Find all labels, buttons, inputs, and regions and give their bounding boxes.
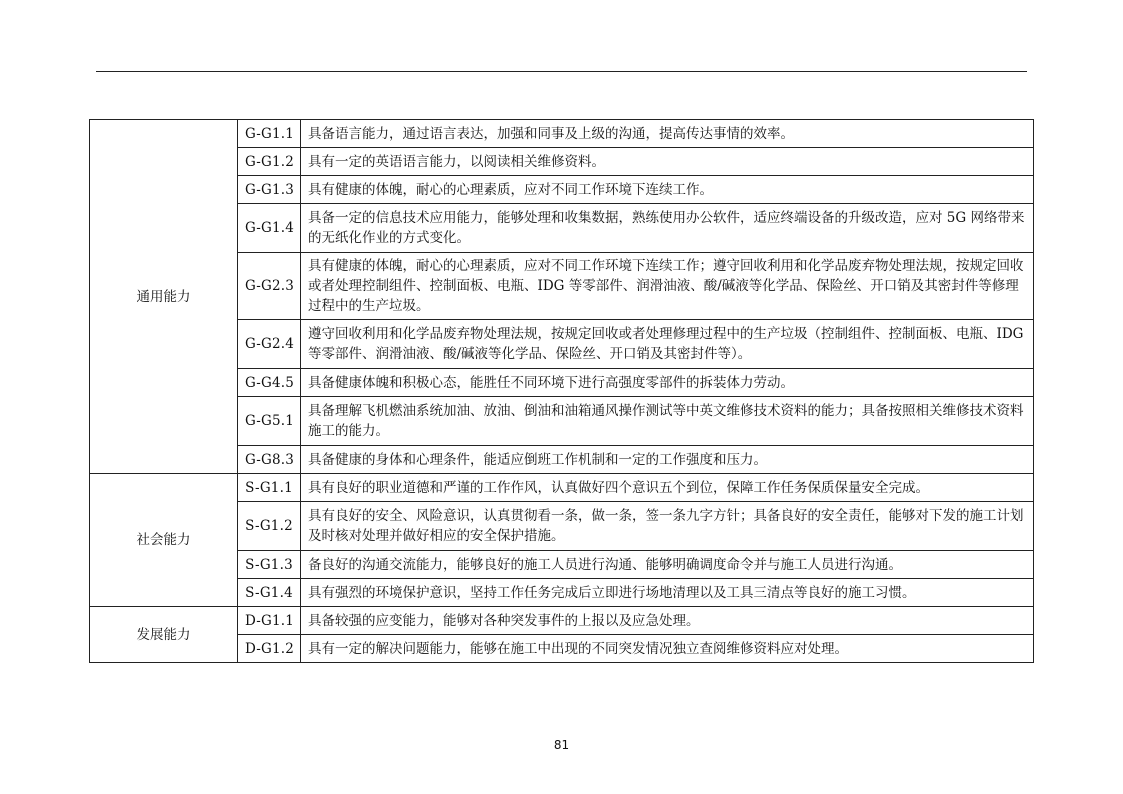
ability-description: 具备较强的应变能力，能够对各种突发事件的上报以及应急处理。: [301, 607, 1034, 635]
ability-description: 具有强烈的环境保护意识，坚持工作任务完成后立即进行场地清理以及工具三清点等良好的施工习惯。: [301, 579, 1034, 607]
ability-code: G-G1.1: [238, 120, 301, 148]
table-row: [90, 474, 1034, 502]
ability-code: G-G4.5: [238, 369, 301, 397]
ability-description: 具有良好的安全、风险意识，认真贯彻看一条，做一条，签一条九字方针；具备良好的安全责任，能够对下发的施工计划及时核对处理并做好相应的安全保护措施。: [301, 502, 1034, 551]
ability-code: S-G1.4: [238, 579, 301, 607]
ability-code: G-G5.1: [238, 397, 301, 446]
ability-description: 具备理解飞机燃油系统加油、放油、倒油和油箱通风操作测试等中英文维修技术资料的能力；具备按照相关维修技术资料施工的能力。: [301, 397, 1034, 446]
ability-code: S-G1.2: [238, 502, 301, 551]
ability-code: S-G1.3: [238, 551, 301, 579]
ability-code: G-G1.4: [238, 204, 301, 253]
ability-code: G-G1.3: [238, 176, 301, 204]
ability-description: 具备健康的身体和心理条件，能适应倒班工作机制和一定的工作强度和压力。: [301, 446, 1034, 474]
table-row: [90, 607, 1034, 635]
ability-description: 具有一定的英语语言能力，以阅读相关维修资料。: [301, 148, 1034, 176]
page-number: 81: [553, 738, 570, 752]
ability-description: 具有一定的解决问题能力，能够在施工中出现的不同突发情况独立查阅维修资料应对处理。: [301, 635, 1034, 663]
ability-description: 具备健康体魄和积极心态，能胜任不同环境下进行高强度零部件的拆装体力劳动。: [301, 369, 1034, 397]
ability-code: G-G2.3: [238, 253, 301, 320]
ability-description: 具备语言能力，通过语言表达，加强和同事及上级的沟通，提高传达事情的效率。: [301, 120, 1034, 148]
ability-code: G-G2.4: [238, 320, 301, 369]
header-rule: [96, 71, 1027, 72]
ability-code: G-G1.2: [238, 148, 301, 176]
ability-code: G-G8.3: [238, 446, 301, 474]
ability-code: S-G1.1: [238, 474, 301, 502]
ability-code: D-G1.1: [238, 607, 301, 635]
table-row: [90, 120, 1034, 148]
category-social: 社会能力: [90, 474, 238, 607]
ability-code: D-G1.2: [238, 635, 301, 663]
ability-description: 具备一定的信息技术应用能力，能够处理和收集数据，熟练使用办公软件，适应终端设备的升级改造，应对 5G 网络带来的无纸化作业的方式变化。: [301, 204, 1034, 253]
ability-description: 备良好的沟通交流能力，能够良好的施工人员进行沟通、能够明确调度命令并与施工人员进行沟通。: [301, 551, 1034, 579]
ability-description: 遵守回收利用和化学品废弃物处理法规，按规定回收或者处理修理过程中的生产垃圾（控制组件、控制面板、电瓶、IDG 等零部件、润滑油液、酸/碱液等化学品、保险丝、开口销及其密封件等）。: [301, 320, 1034, 369]
ability-description: 具有健康的体魄，耐心的心理素质，应对不同工作环境下连续工作；遵守回收利用和化学品废弃物处理法规，按规定回收或者处理控制组件、控制面板、电瓶、IDG 等零部件、润滑油液、酸/碱液等化学品、保险丝、开口销及其密封件等修理过程中的生产垃圾。: [301, 253, 1034, 320]
category-general: 通用能力: [90, 120, 238, 474]
ability-description: 具有良好的职业道德和严谨的工作作风，认真做好四个意识五个到位，保障工作任务保质保量安全完成。: [301, 474, 1034, 502]
ability-description: 具有健康的体魄，耐心的心理素质，应对不同工作环境下连续工作。: [301, 176, 1034, 204]
ability-table: [89, 119, 1034, 663]
category-development: 发展能力: [90, 607, 238, 663]
